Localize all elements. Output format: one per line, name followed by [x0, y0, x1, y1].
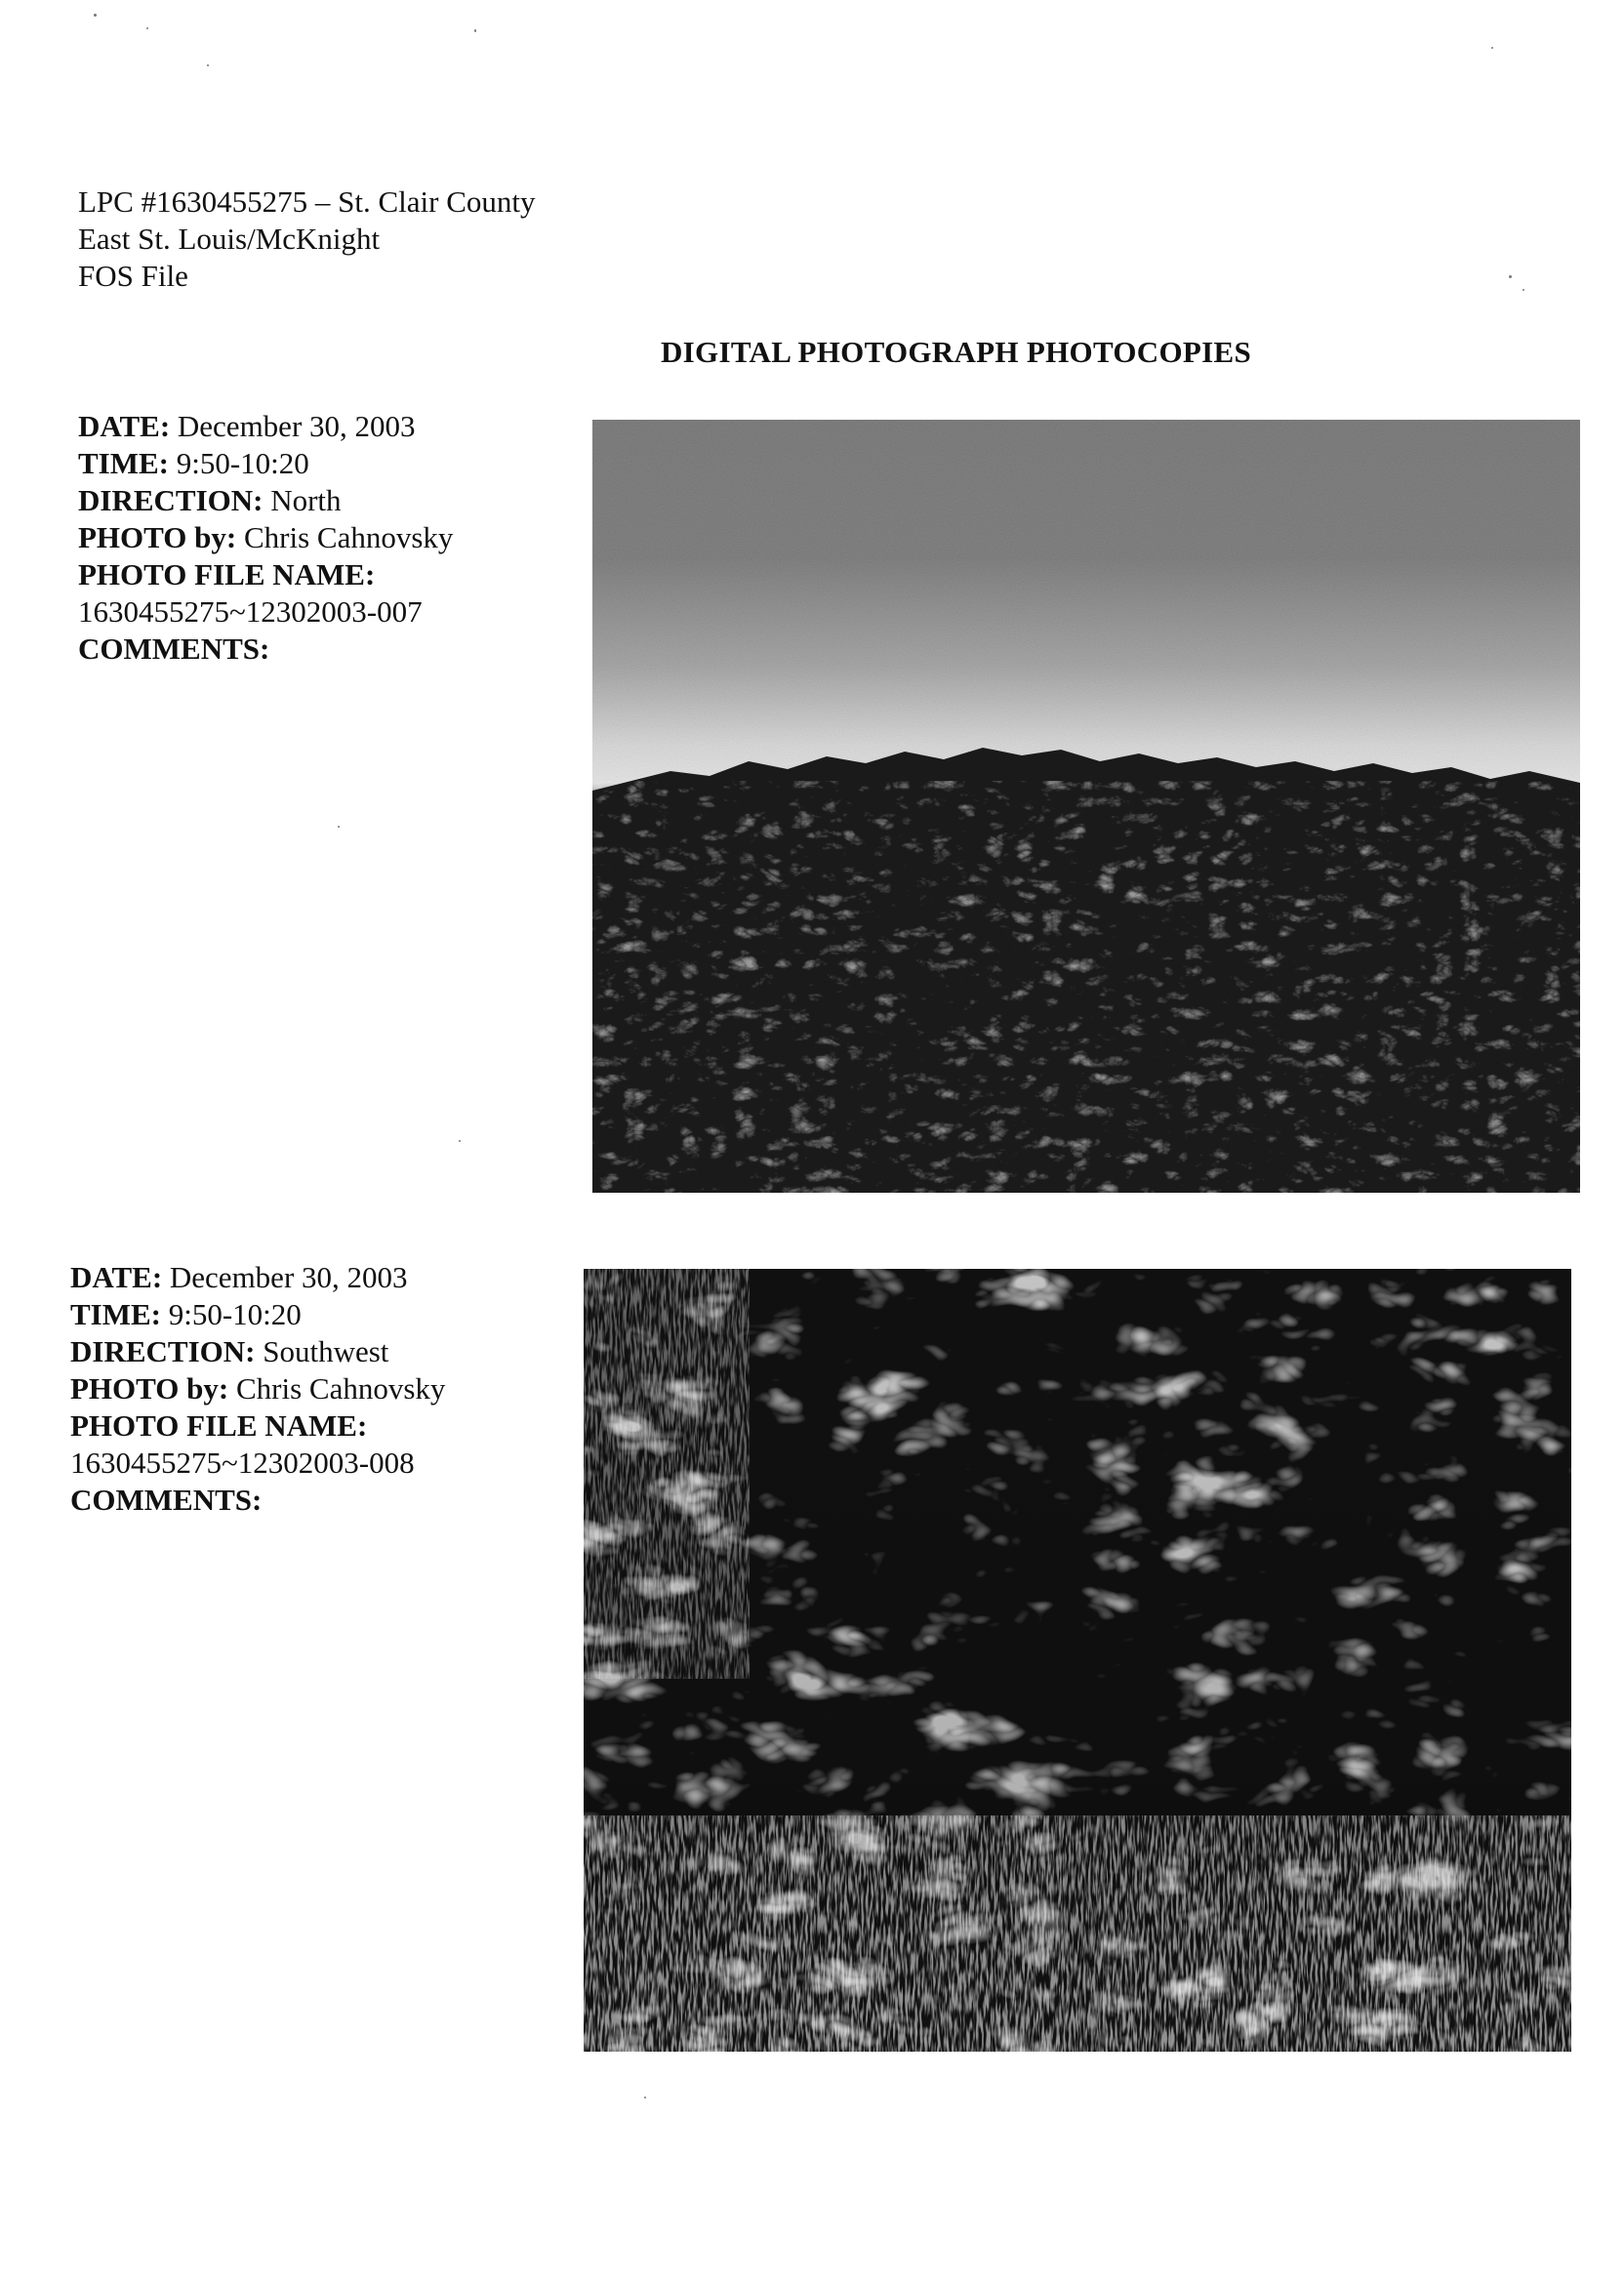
- photo-1-direction: [78, 482, 453, 519]
- photo-2-time: [70, 1296, 445, 1333]
- time-value: 9:50-10:20: [168, 1297, 302, 1331]
- photo-1-photographer: [78, 519, 453, 556]
- junkyard-north-photo: [592, 420, 1580, 1193]
- date-value: December 30, 2003: [177, 409, 416, 443]
- photo-2-image: [584, 1269, 1571, 2052]
- comments-label: COMMENTS:: [78, 632, 270, 666]
- date-value: December 30, 2003: [169, 1260, 408, 1294]
- photo-1-time: [78, 445, 453, 482]
- scan-speck: [207, 64, 209, 66]
- file-type-line: FOS File: [78, 259, 188, 293]
- photo-by-value: Chris Cahnovsky: [243, 520, 454, 554]
- time-value: 9:50-10:20: [176, 446, 309, 480]
- photo-1-image: [592, 420, 1580, 1193]
- scan-speck: [1522, 289, 1524, 291]
- lpc-county-line: LPC #1630455275 – St. Clair County: [78, 184, 536, 219]
- photo-2-info: [70, 1259, 445, 1519]
- scan-speck: [474, 29, 476, 32]
- direction-label: DIRECTION:: [70, 1334, 256, 1368]
- site-name-line: East St. Louis/McKnight: [78, 222, 381, 256]
- scan-speck: [146, 27, 148, 29]
- scan-speck: [94, 14, 97, 17]
- photo-2-direction: [70, 1333, 445, 1370]
- direction-label: DIRECTION:: [78, 483, 264, 517]
- photo-2-photographer: [70, 1370, 445, 1407]
- section-title: DIGITAL PHOTOGRAPH PHOTOCOPIES: [661, 335, 1251, 369]
- date-label: DATE:: [78, 409, 171, 443]
- time-label: TIME:: [70, 1297, 161, 1331]
- document-header: [78, 183, 535, 295]
- scan-speck: [1491, 47, 1493, 49]
- comments-label: COMMENTS:: [70, 1483, 263, 1517]
- date-label: DATE:: [70, 1260, 163, 1294]
- photo-1-info: [78, 408, 453, 668]
- scan-speck: [459, 1140, 461, 1142]
- scan-speck: [644, 2097, 646, 2099]
- photo-2-file-name: 1630455275~12302003-008: [70, 1446, 415, 1480]
- direction-value: North: [270, 483, 342, 517]
- time-label: TIME:: [78, 446, 169, 480]
- photo-by-label: PHOTO by:: [70, 1371, 229, 1406]
- photo-2-date: [70, 1259, 445, 1296]
- rubble-southwest-photo: [584, 1269, 1571, 2052]
- photo-1-date: [78, 408, 453, 445]
- photo-file-name-label: PHOTO FILE NAME:: [70, 1408, 368, 1443]
- photo-1-file-name: 1630455275~12302003-007: [78, 594, 423, 629]
- scan-speck: [338, 826, 340, 828]
- scan-speck: [1509, 275, 1512, 278]
- photo-by-value: Chris Cahnovsky: [235, 1371, 446, 1406]
- photo-by-label: PHOTO by:: [78, 520, 237, 554]
- direction-value: Southwest: [263, 1334, 389, 1368]
- photo-file-name-label: PHOTO FILE NAME:: [78, 557, 376, 591]
